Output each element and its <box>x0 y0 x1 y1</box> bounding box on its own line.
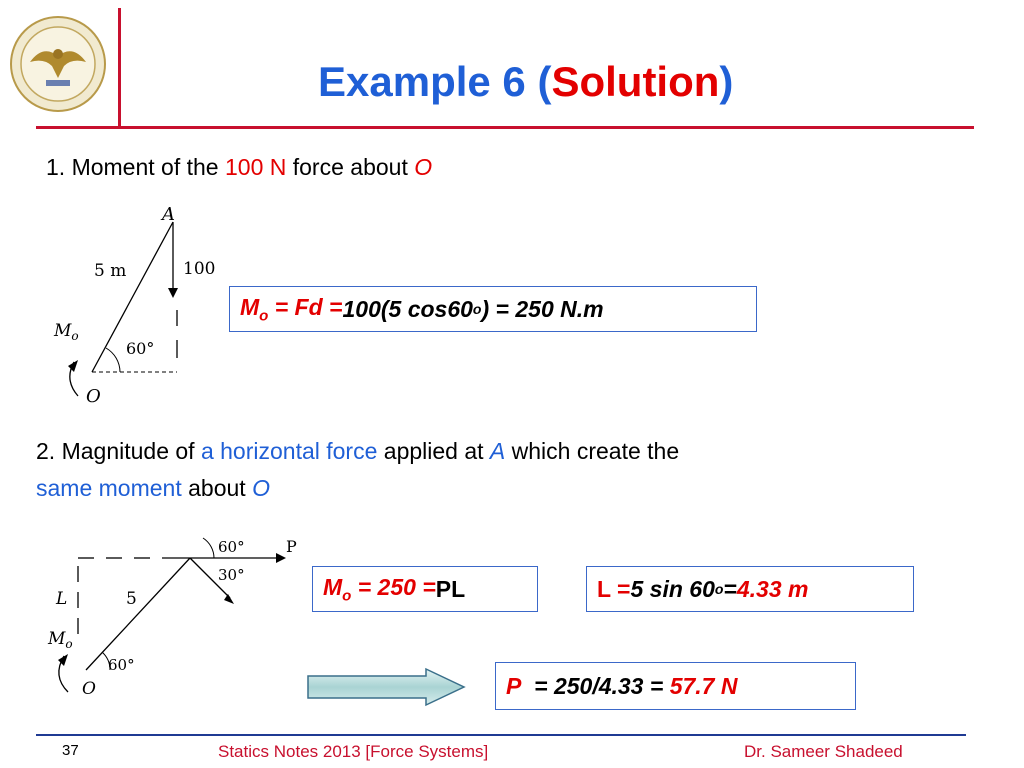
box4-result: 57.7 N <box>669 672 738 699</box>
label-l: L <box>56 589 68 609</box>
box3-calc: 5 sin 60 <box>630 575 715 602</box>
box2-result: PL <box>435 575 466 602</box>
label-o-2: O <box>82 679 96 699</box>
header-vertical-rule <box>118 8 121 128</box>
label-o: O <box>86 386 101 407</box>
label-mo-sub: o <box>71 329 79 343</box>
footer-course: Statics Notes 2013 [Force Systems] <box>218 742 489 761</box>
step1-point: O <box>414 154 433 180</box>
title-main: Example 6 ( <box>318 58 552 105</box>
box3-prefix: L = <box>597 575 631 602</box>
label-30: 30° <box>218 566 245 584</box>
box1-sup: o <box>472 301 482 317</box>
step1-heading <box>46 154 432 181</box>
label-a: A <box>162 204 175 225</box>
step1-text2: force about <box>286 154 415 180</box>
box1-eq: = Fd = <box>268 293 343 320</box>
box2-prefix <box>323 574 436 605</box>
box1-prefix-main: M <box>240 293 260 320</box>
step2-highlight2: same moment <box>36 475 182 501</box>
label-mo-2-main: M <box>48 629 66 649</box>
box2-eq: = 250 = <box>351 573 436 600</box>
label-mo-main: M <box>54 321 72 341</box>
equation-box-1 <box>229 286 757 332</box>
box2-sub: o <box>342 587 352 605</box>
page-number: 37 <box>62 742 79 759</box>
header-horizontal-rule <box>36 126 974 129</box>
box3-result: 4.33 m <box>736 575 809 602</box>
box1-result: ) = 250 N.m <box>481 295 604 322</box>
footer-author: Dr. Sameer Shadeed <box>744 742 903 761</box>
step2-point2: O <box>252 475 270 501</box>
step2-text2: applied at <box>377 438 490 464</box>
box1-calc: 100(5 cos60 <box>342 295 473 322</box>
page-title <box>318 58 733 106</box>
diagram-2 <box>38 530 318 705</box>
box4-calc: = 250/4.33 = <box>521 672 670 699</box>
label-60a: 60° <box>218 538 245 556</box>
equation-box-4 <box>495 662 856 710</box>
box3-eq: = <box>723 575 737 602</box>
label-100: 100 <box>183 259 216 279</box>
label-p: P <box>286 537 297 556</box>
step2-highlight1: a horizontal force <box>200 438 378 464</box>
title-highlight: Solution <box>551 58 720 105</box>
diagram-1 <box>40 200 230 410</box>
step1-force: 100 N <box>224 154 287 180</box>
label-mo-2 <box>47 629 73 651</box>
label-5m: 5 m <box>94 261 127 281</box>
university-logo <box>8 14 108 114</box>
step2-heading-line1 <box>36 438 679 465</box>
box4-prefix: P <box>506 672 522 699</box>
step2-text4: about <box>181 475 253 501</box>
label-mo-2-sub: o <box>65 637 73 651</box>
box1-sub: o <box>259 307 269 325</box>
step2-text1: 2. Magnitude of <box>36 438 201 464</box>
label-mo <box>53 321 79 343</box>
equation-box-2 <box>312 566 538 612</box>
step2-text3: which create the <box>505 438 680 464</box>
label-angle: 60° <box>126 339 155 358</box>
box3-sup: o <box>714 581 724 597</box>
step1-text: 1. Moment of the <box>46 154 225 180</box>
right-arrow-icon <box>306 667 466 707</box>
step2-heading-line2 <box>36 475 270 502</box>
label-5: 5 <box>126 589 137 609</box>
label-60b: 60° <box>108 656 135 674</box>
title-close: ) <box>719 58 734 105</box>
footer-rule <box>36 734 966 736</box>
equation-box-3 <box>586 566 914 612</box>
box1-prefix <box>240 294 342 325</box>
step2-point: A <box>489 438 506 464</box>
box2-prefix-main: M <box>323 573 343 600</box>
